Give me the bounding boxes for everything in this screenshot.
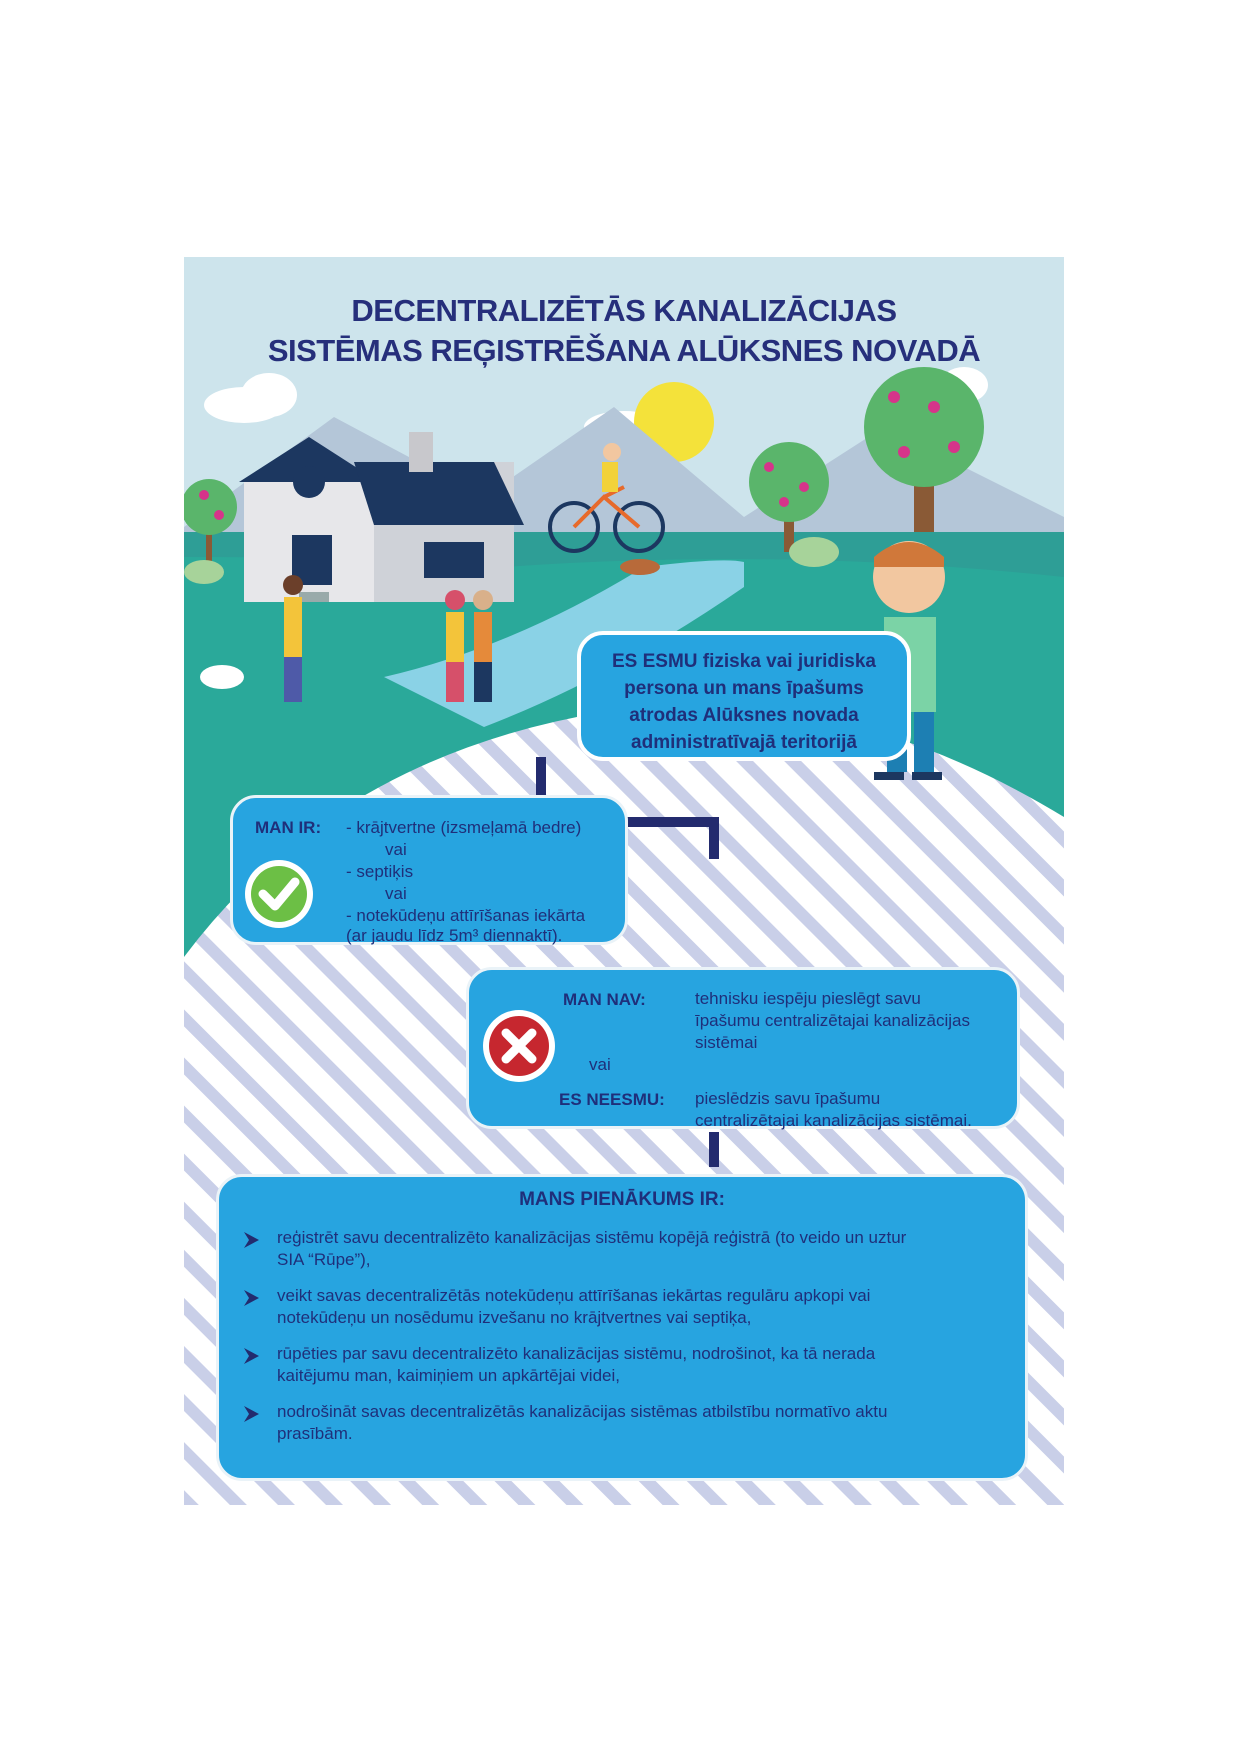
speech-line-1: ES ESMU fiziska vai juridiska	[612, 651, 876, 672]
duty-item-1-line-2: SIA “Rūpe”),	[277, 1250, 371, 1269]
title-line-2: SISTĒMAS REĢISTRĒŠANA ALŪKSNES NOVADĀ	[267, 333, 981, 368]
duty-item-4-line-2: prasībām.	[277, 1424, 353, 1443]
poster	[184, 257, 1064, 1505]
speech-bubble	[577, 631, 911, 761]
man-nav-text-3: sistēmai	[695, 1033, 758, 1052]
man-ir-label: MAN IR:	[255, 818, 322, 837]
man-ir-item-3: - septiķis	[346, 862, 414, 881]
speech-line-3: atrodas Alūksnes novada	[629, 705, 859, 726]
man-ir-item-4: vai	[385, 884, 407, 903]
arrow-icon	[241, 1229, 263, 1251]
speech-line-2: persona un mans īpašums	[624, 678, 864, 699]
speech-line-4: administratīvajā teritorijā	[631, 732, 857, 753]
arrow-icon	[241, 1403, 263, 1425]
check-icon	[243, 858, 315, 930]
es-neesmu-text-2: centralizētajai kanalizācijas sistēmai.	[695, 1111, 972, 1130]
man-ir-item-5: - notekūdeņu attīrīšanas iekārta	[346, 906, 586, 925]
man-nav-label: MAN NAV:	[563, 990, 646, 1009]
duty-item-2-line-2: notekūdeņu un nosēdumu izvešanu no krājtvertnes vai septiķa,	[277, 1308, 752, 1327]
man-ir-item-2: vai	[385, 840, 407, 859]
duty-item-3-line-2: kaitējumu man, kaimiņiem un apkārtējai videi,	[277, 1366, 620, 1385]
title-line-1: DECENTRALIZĒTĀS KANALIZĀCIJAS	[351, 293, 897, 328]
duty-item-1-line-1: reģistrēt savu decentralizēto kanalizācijas sistēmu kopējā reģistrā (to veido un uztur	[277, 1228, 907, 1247]
duty-item-2-line-1: veikt savas decentralizētās notekūdeņu attīrīšanas iekārtas regulāru apkopi vai	[277, 1286, 871, 1305]
man-ir-item-1: - krājtvertne (izsmeļamā bedre)	[346, 818, 582, 837]
duty-title: MANS PIENĀKUMS IR:	[519, 1189, 725, 1210]
man-nav-text-2: īpašumu centralizētajai kanalizācijas	[695, 1011, 970, 1030]
man-ir-box	[230, 795, 628, 945]
arrow-icon	[241, 1345, 263, 1367]
duty-item-3-line-1: rūpēties par savu decentralizēto kanalizācijas sistēmu, nodrošinot, ka tā nerada	[277, 1344, 876, 1363]
man-nav-text-1: tehnisku iespēju pieslēgt savu	[695, 989, 921, 1008]
es-neesmu-label: ES NEESMU:	[559, 1090, 665, 1109]
or-text: vai	[589, 1055, 611, 1074]
cross-icon	[481, 1008, 557, 1084]
man-ir-item-6: (ar jaudu līdz 5m³ diennaktī).	[346, 926, 563, 945]
duty-box	[216, 1174, 1028, 1481]
arrow-icon	[241, 1287, 263, 1309]
duty-item-4-line-1: nodrošināt savas decentralizētās kanalizācijas sistēmas atbilstību normatīvo aktu	[277, 1402, 888, 1421]
es-neesmu-text-1: pieslēdzis savu īpašumu	[695, 1089, 881, 1108]
man-nav-box	[466, 967, 1020, 1129]
